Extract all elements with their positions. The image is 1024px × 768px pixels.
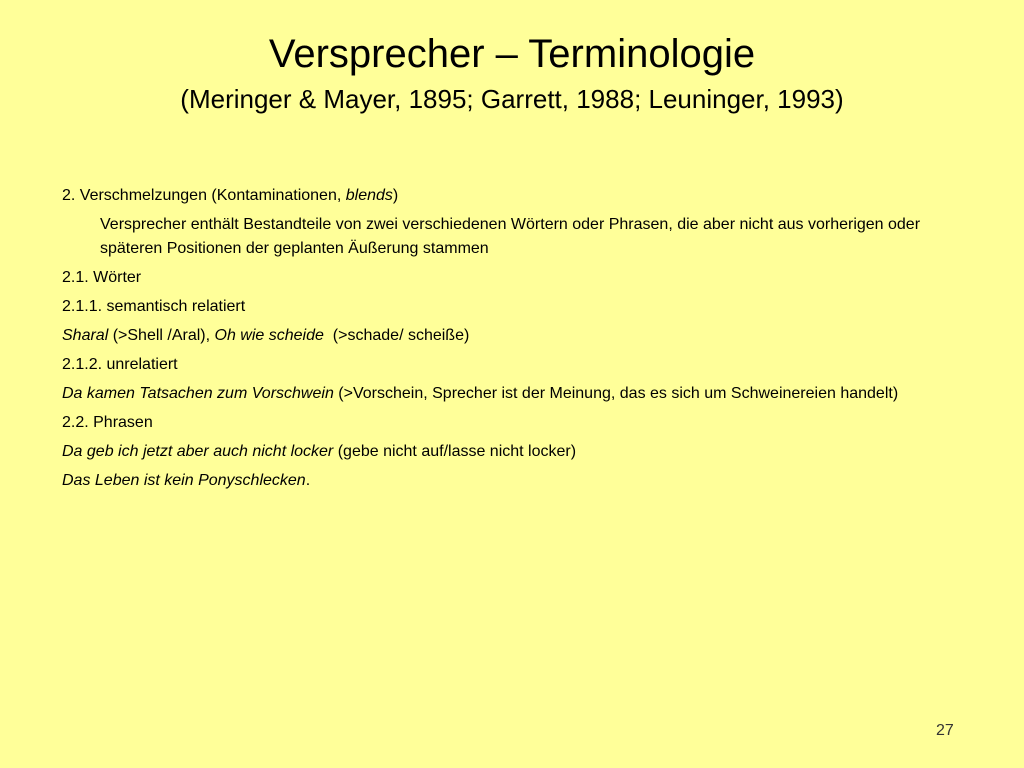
example-1-text-a: (>Shell /Aral), xyxy=(108,327,215,344)
example-4-text: . xyxy=(305,472,311,489)
slide-body xyxy=(62,184,962,498)
example-3-text: (gebe nicht auf/lasse nicht locker) xyxy=(333,443,577,460)
definition-text: Versprecher enthält Bestandteile von zwei verschiedenen Wörtern oder Phrasen, die aber nicht aus vorherigen oder späteren Positionen der geplanten Äußerung stammen xyxy=(100,216,921,257)
section-2-italic: blends xyxy=(345,187,393,204)
slide-subtitle: (Meringer & Mayer, 1895; Garrett, 1988; Leuninger, 1993) xyxy=(180,84,844,114)
example-1 xyxy=(62,324,962,348)
section-2-1-2-heading: 2.1.2. unrelatiert xyxy=(62,356,178,373)
example-1-italic-b: Oh wie scheide xyxy=(214,327,324,344)
example-1-italic-a: Sharal xyxy=(62,327,109,344)
example-2-italic: Da kamen Tatsachen zum Vorschwein xyxy=(62,385,334,402)
example-3-italic: Da geb ich jetzt aber auch nicht locker xyxy=(62,443,334,460)
slide-title: Versprecher – Terminologie xyxy=(268,32,756,76)
example-1-text-b: (>schade/ scheiße) xyxy=(323,327,470,344)
example-4 xyxy=(62,469,962,493)
example-2-text: (>Vorschein, Sprecher ist der Meinung, das es sich um Schweinereien handelt) xyxy=(333,385,899,402)
example-4-italic: Das Leben ist kein Ponyschlecken xyxy=(62,472,306,489)
page-number: 27 xyxy=(936,722,954,739)
section-2-1-heading: 2.1. Wörter xyxy=(62,269,142,286)
section-2-text: 2. Verschmelzungen (Kontaminationen, xyxy=(62,187,346,204)
section-2-2-heading: 2.2. Phrasen xyxy=(62,414,153,431)
example-3 xyxy=(62,440,962,464)
section-2-close: ) xyxy=(392,187,399,204)
section-2-heading xyxy=(62,184,962,208)
section-2-1-1-heading: 2.1.1. semantisch relatiert xyxy=(62,298,246,315)
example-2 xyxy=(62,382,962,406)
